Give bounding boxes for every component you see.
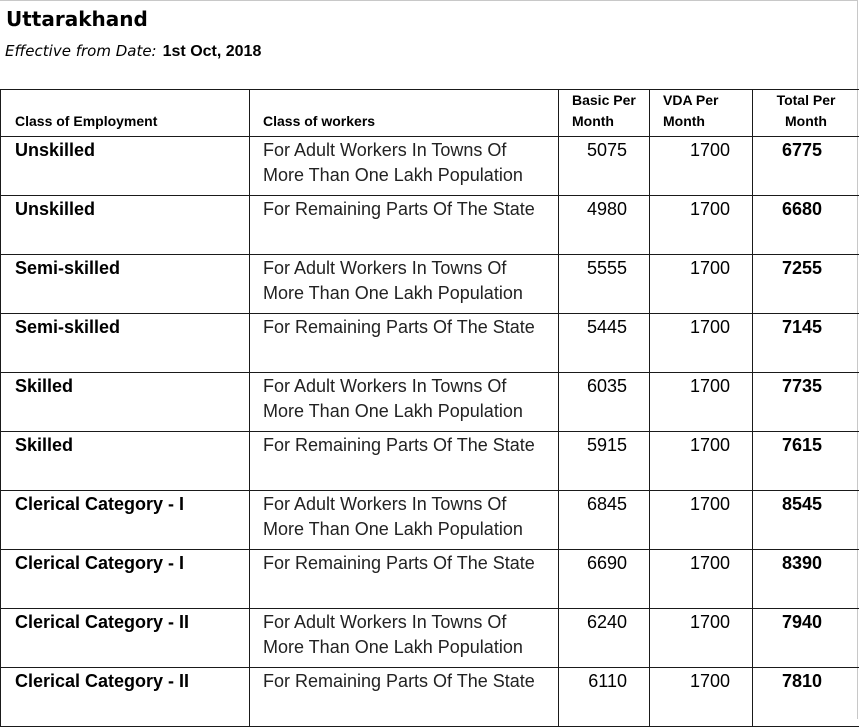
basic-cell: 5915 <box>559 432 650 491</box>
total-cell: 8545 <box>753 491 859 550</box>
table-row <box>1 609 859 668</box>
table-row <box>1 432 859 491</box>
header-total-line2: Month <box>785 113 827 129</box>
header-basic-per-month <box>559 90 650 137</box>
header-basic-line1: Basic Per <box>572 92 636 108</box>
basic-cell: 6110 <box>559 668 650 727</box>
class-of-employment-cell: Semi-skilled <box>1 314 250 373</box>
table-row <box>1 255 859 314</box>
class-of-employment-cell: Unskilled <box>1 196 250 255</box>
effective-date-line <box>5 42 261 61</box>
vda-cell: 1700 <box>650 668 753 727</box>
table-row <box>1 314 859 373</box>
total-cell: 8390 <box>753 550 859 609</box>
workers-line1: For Adult Workers In Towns Of <box>263 140 506 160</box>
table-row <box>1 491 859 550</box>
workers-line1: For Adult Workers In Towns Of <box>263 494 506 514</box>
table-row <box>1 373 859 432</box>
workers-line2: More Than One Lakh Population <box>263 637 523 657</box>
basic-cell: 4980 <box>559 196 650 255</box>
class-of-workers-cell <box>250 432 559 491</box>
basic-cell: 5445 <box>559 314 650 373</box>
table-row <box>1 550 859 609</box>
workers-line2: More Than One Lakh Population <box>263 401 523 421</box>
class-of-employment-cell: Clerical Category - II <box>1 668 250 727</box>
total-cell: 7255 <box>753 255 859 314</box>
workers-line1: For Adult Workers In Towns Of <box>263 612 506 632</box>
workers-line2: More Than One Lakh Population <box>263 519 523 539</box>
basic-cell: 5075 <box>559 137 650 196</box>
total-cell: 6680 <box>753 196 859 255</box>
effective-date-value: 1st Oct, 2018 <box>163 43 262 60</box>
class-of-workers-cell <box>250 550 559 609</box>
class-of-employment-cell: Clerical Category - II <box>1 609 250 668</box>
workers-line1: For Adult Workers In Towns Of <box>263 258 506 278</box>
vda-cell: 1700 <box>650 255 753 314</box>
workers-line1: For Adult Workers In Towns Of <box>263 376 506 396</box>
header-class-of-workers: Class of workers <box>250 90 559 137</box>
table-row <box>1 137 859 196</box>
class-of-workers-cell <box>250 668 559 727</box>
workers-line1: For Remaining Parts Of The State <box>263 199 535 219</box>
class-of-workers-cell <box>250 491 559 550</box>
workers-line1: For Remaining Parts Of The State <box>263 671 535 691</box>
header-vda-line1: VDA Per <box>663 92 719 108</box>
class-of-employment-cell: Clerical Category - I <box>1 491 250 550</box>
total-cell: 7940 <box>753 609 859 668</box>
vda-cell: 1700 <box>650 550 753 609</box>
workers-line1: For Remaining Parts Of The State <box>263 317 535 337</box>
class-of-workers-cell <box>250 373 559 432</box>
vda-cell: 1700 <box>650 196 753 255</box>
vda-cell: 1700 <box>650 373 753 432</box>
workers-line1: For Remaining Parts Of The State <box>263 553 535 573</box>
basic-cell: 5555 <box>559 255 650 314</box>
total-cell: 7810 <box>753 668 859 727</box>
header-vda-line2: Month <box>663 113 705 129</box>
total-cell: 6775 <box>753 137 859 196</box>
class-of-employment-cell: Skilled <box>1 373 250 432</box>
total-cell: 7145 <box>753 314 859 373</box>
vda-cell: 1700 <box>650 432 753 491</box>
table-header-row <box>1 90 859 137</box>
vda-cell: 1700 <box>650 609 753 668</box>
minimum-wages-table <box>0 89 859 727</box>
header-vda-per-month <box>650 90 753 137</box>
basic-cell: 6035 <box>559 373 650 432</box>
class-of-workers-cell <box>250 196 559 255</box>
workers-line1: For Remaining Parts Of The State <box>263 435 535 455</box>
class-of-employment-cell: Clerical Category - I <box>1 550 250 609</box>
basic-cell: 6690 <box>559 550 650 609</box>
table-row <box>1 196 859 255</box>
class-of-workers-cell <box>250 137 559 196</box>
class-of-employment-cell: Skilled <box>1 432 250 491</box>
vda-cell: 1700 <box>650 491 753 550</box>
header-class-of-employment: Class of Employment <box>1 90 250 137</box>
vda-cell: 1700 <box>650 314 753 373</box>
header-total-line1: Total Per <box>777 92 836 108</box>
page-title: Uttarakhand <box>6 7 148 31</box>
class-of-employment-cell: Unskilled <box>1 137 250 196</box>
class-of-employment-cell: Semi-skilled <box>1 255 250 314</box>
header-total-per-month <box>753 90 859 137</box>
class-of-workers-cell <box>250 314 559 373</box>
vda-cell: 1700 <box>650 137 753 196</box>
total-cell: 7735 <box>753 373 859 432</box>
workers-line2: More Than One Lakh Population <box>263 283 523 303</box>
class-of-workers-cell <box>250 255 559 314</box>
effective-date-label: Effective from Date: <box>5 42 157 60</box>
header-basic-line2: Month <box>572 113 614 129</box>
workers-line2: More Than One Lakh Population <box>263 165 523 185</box>
class-of-workers-cell <box>250 609 559 668</box>
table-row <box>1 668 859 727</box>
basic-cell: 6240 <box>559 609 650 668</box>
total-cell: 7615 <box>753 432 859 491</box>
basic-cell: 6845 <box>559 491 650 550</box>
